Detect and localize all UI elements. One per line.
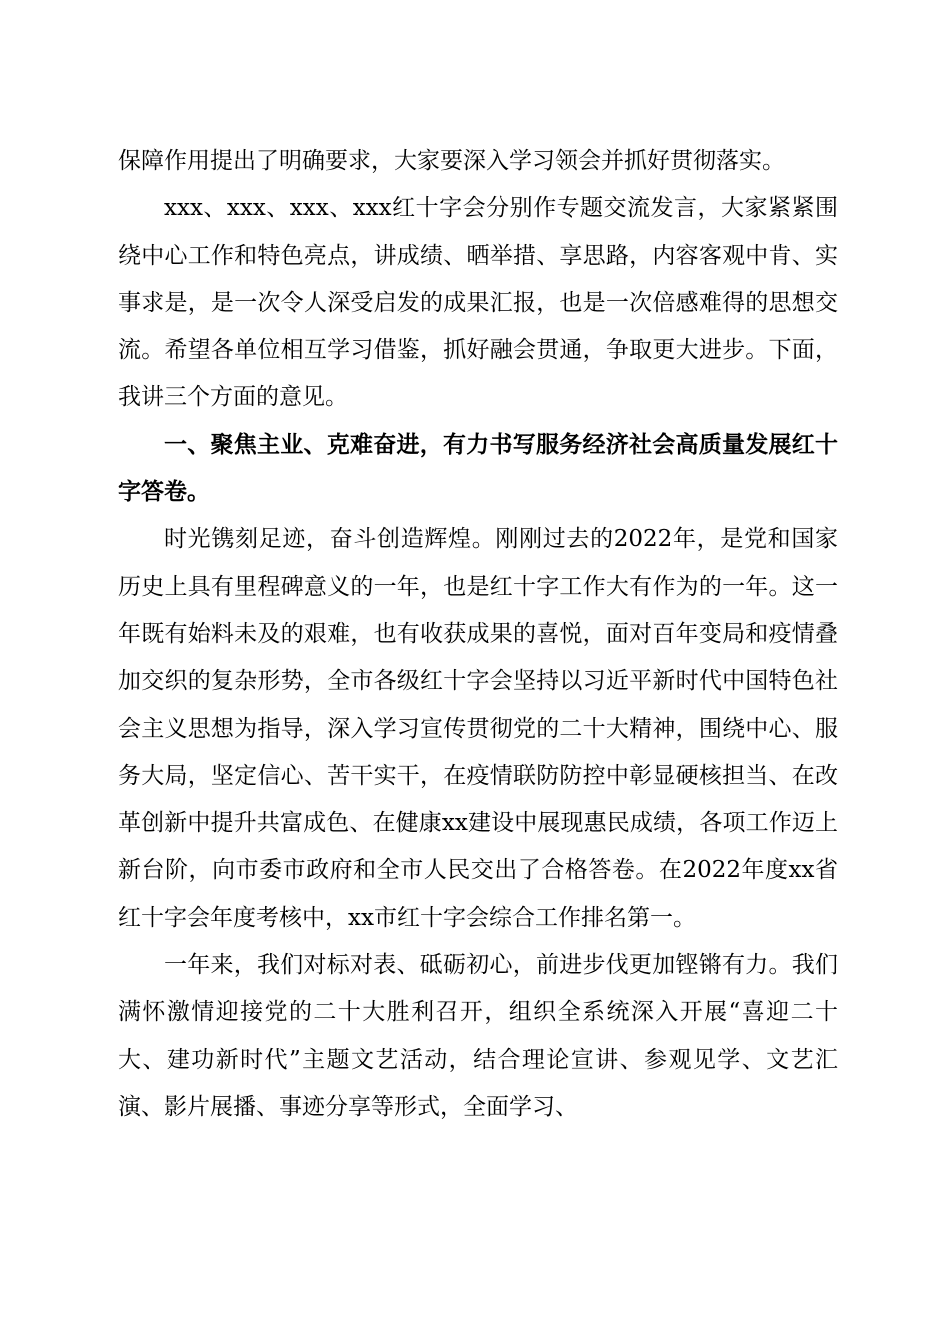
paragraph-exchange-speeches: xxx、xxx、xxx、xxx红十字会分别作专题交流发言，大家紧紧围绕中心工作和特色亮点，讲成绩、晒举措、享思路，内容客观中肯、实事求是，是一次令人深受启发的成果汇报，也是一次倍感难得的思想交流。希望各单位相互学习借鉴，抓好融会贯通，争取更大进步。下面，我讲三个方面的意见。 bbox=[118, 195, 838, 411]
section-heading-1: 一、聚焦主业、克难奋进，有力书写服务经济社会高质量发展红十字答卷。 bbox=[118, 431, 838, 506]
paragraph-2022-review: 时光镌刻足迹，奋斗创造辉煌。刚刚过去的2022年，是党和国家历史上具有里程碑意义的一年，也是红十字工作大有作为的一年。这一年既有始料未及的艰难，也有收获成果的喜悦，面对百年变局和疫情叠加交织的复杂形势，全市各级红十字会坚持以习近平新时代中国特色社会主义思想为指导，深入学习宣传贯彻党的二十大精神，围绕中心、服务大局，坚定信心、苦干实干，在疫情联防防控中彰显硬核担当、在改革创新中提升共富成色、在健康xx建设中展现惠民成绩，各项工作迈上新台阶，向市委市政府和全市人民交出了合格答卷。在2022年度xx省红十字会年度考核中，xx市红十字会综合工作排名第一。 bbox=[118, 526, 838, 931]
paragraph-continuation: 保障作用提出了明确要求，大家要深入学习领会并抓好贯彻落实。 bbox=[118, 148, 785, 174]
document-body bbox=[118, 138, 838, 1131]
paragraph-year-achievements: 一年来，我们对标对表、砥砺初心，前进步伐更加铿锵有力。我们满怀激情迎接党的二十大胜利召开，组织全系统深入开展“喜迎二十大、建功新时代”主题文艺活动，结合理论宣讲、参观见学、文艺汇演、影片展播、事迹分享等形式，全面学习、 bbox=[118, 952, 838, 1120]
